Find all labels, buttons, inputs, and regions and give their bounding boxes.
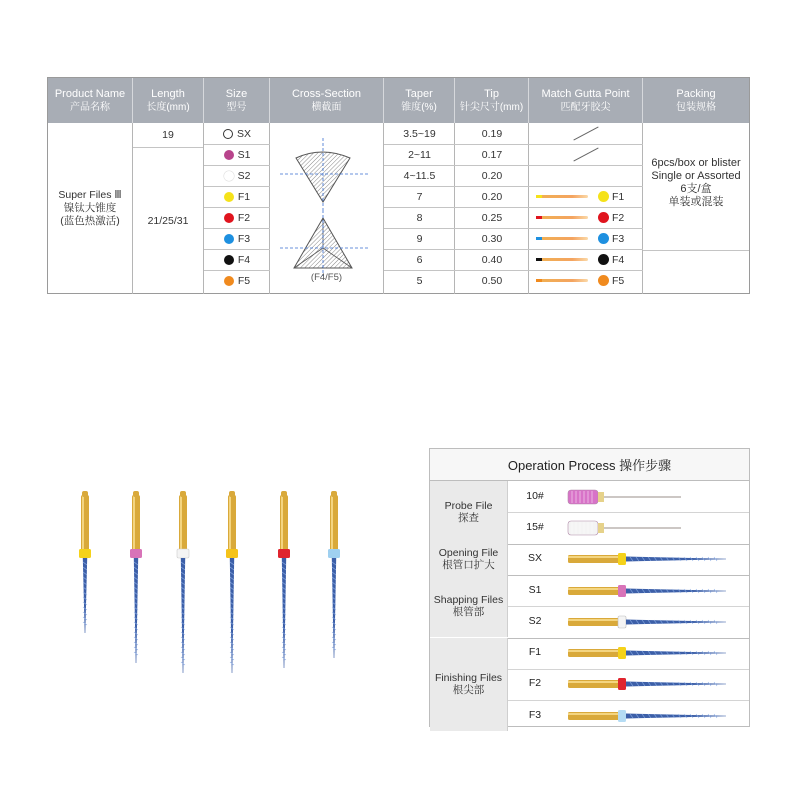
taper-cell: 9 [416, 232, 423, 245]
gutta-point-rod [536, 216, 588, 219]
gutta-not-applicable [573, 126, 598, 140]
size-cell [204, 186, 270, 207]
header-label-zh: 锥度(%) [401, 101, 437, 113]
header-product-name [48, 78, 133, 123]
size-label: F2 [237, 211, 251, 224]
file-code: S1 [528, 583, 542, 596]
group-label-zh: 探查 [458, 512, 479, 525]
file-blade [332, 558, 336, 658]
header-cross-section [270, 78, 384, 123]
header-label: Packing [676, 87, 716, 100]
taper-cell: 5 [416, 274, 423, 287]
header-label: Tip [484, 87, 499, 100]
file-code: SX [527, 552, 542, 565]
file-color-ring [177, 549, 189, 558]
size-cell [204, 123, 270, 144]
handle-highlight [568, 650, 620, 652]
size-color-dot [224, 213, 234, 223]
cross-section-diagram [270, 124, 383, 294]
size-label: F4 [237, 253, 251, 266]
file-illustration [566, 706, 746, 726]
size-label: F5 [237, 274, 251, 287]
header-label: Taper [405, 87, 433, 100]
gutta-point [536, 186, 624, 207]
operation-group [430, 638, 508, 732]
endodontic-file [177, 491, 189, 673]
gutta-color-dot [598, 233, 609, 244]
spec-table [47, 77, 750, 294]
size-color-dot [223, 129, 233, 139]
header-length [133, 78, 204, 123]
size-color-dot [224, 234, 234, 244]
size-cell [204, 228, 270, 249]
group-label: Finishing Files [434, 672, 503, 685]
product-name [48, 123, 132, 294]
handle-highlight [568, 556, 620, 558]
taper-cell: 7 [416, 190, 423, 203]
handle-highlight [568, 588, 620, 590]
product-name-note: (蓝色热激活) [60, 215, 120, 227]
handle-highlight [281, 495, 283, 557]
handle-highlight [180, 495, 182, 557]
gutta-color-dot [598, 254, 609, 265]
size-label: SX [236, 127, 251, 140]
taper-cell: 3.5~19 [403, 127, 436, 140]
file-code: F2 [528, 677, 542, 690]
endodontic-file [278, 491, 290, 668]
file-illustration [566, 487, 746, 507]
convex-triangle-section [280, 138, 368, 210]
header-taper [384, 78, 455, 123]
header-gutta-point [529, 78, 643, 123]
file-color-ring [130, 549, 142, 558]
tip-cell: 0.20 [481, 190, 503, 203]
operation-process-table [429, 448, 750, 727]
operation-title: Operation Process 操作步骤 [430, 449, 749, 481]
operation-group [430, 481, 508, 544]
handle-cap [133, 491, 139, 497]
size-cell [204, 165, 270, 186]
file-color-ring [618, 710, 626, 722]
gutta-color-mark [536, 258, 542, 261]
file-color-ring [618, 647, 626, 659]
size-label: S1 [237, 148, 251, 161]
product-name-en: Super Files Ⅲ [58, 189, 122, 201]
file-blade [181, 558, 185, 673]
handle-highlight [568, 713, 620, 715]
gutta-point-rod [536, 195, 588, 198]
size-color-dot [224, 171, 234, 181]
gutta-color-mark [536, 237, 542, 240]
gutta-point [536, 207, 624, 228]
handle-highlight [82, 495, 84, 557]
header-label: Cross-Section [291, 87, 362, 100]
file-color-ring [278, 549, 290, 558]
size-color-dot [224, 192, 234, 202]
gutta-color-dot [598, 212, 609, 223]
probe-handle [568, 490, 598, 504]
file-color-ring [618, 585, 626, 597]
header-label: Product Name [54, 87, 126, 100]
handle-highlight [229, 495, 231, 557]
handle-cap [180, 491, 186, 497]
size-cell [204, 144, 270, 165]
tip-cell: 0.17 [481, 148, 503, 161]
size-label: F1 [237, 190, 251, 203]
handle-highlight [133, 495, 135, 557]
gutta-point-rod [536, 258, 588, 261]
header-tip [455, 78, 529, 123]
packing-info [643, 157, 749, 209]
file-blade [83, 558, 87, 633]
taper-cell: 4~11.5 [403, 169, 436, 182]
size-color-dot [224, 255, 234, 265]
gutta-label: F4 [612, 253, 625, 266]
taper-cell: 8 [416, 211, 423, 224]
group-label: Opening File [438, 547, 499, 560]
product-name-zh: 镍钛大锥度 [63, 202, 117, 214]
cross-section-caption: (F4/F5) [310, 271, 343, 283]
file-code: S2 [528, 614, 542, 627]
taper-cell: 2~11 [408, 148, 431, 161]
handle-cap [229, 491, 235, 497]
group-label-zh: 根管口扩大 [442, 559, 495, 572]
gutta-label: F5 [612, 274, 625, 287]
handle-highlight [568, 681, 620, 683]
size-label: S2 [237, 169, 251, 182]
tip-cell: 0.30 [481, 232, 503, 245]
tip-cell: 0.50 [481, 274, 503, 287]
files-product-photo [70, 485, 360, 685]
tip-cell: 0.20 [481, 169, 503, 182]
gutta-label: F1 [612, 190, 625, 203]
file-illustration [566, 674, 746, 694]
size-color-dot [224, 150, 234, 160]
handle-cap [281, 491, 287, 497]
header-label-zh: 长度(mm) [146, 101, 190, 113]
header-packing [643, 78, 749, 123]
gutta-point [536, 249, 624, 270]
file-illustration [566, 518, 746, 538]
probe-ferrule [598, 523, 604, 533]
taper-cell: 6 [416, 253, 423, 266]
operation-group [430, 544, 508, 575]
file-color-ring [226, 549, 238, 558]
length-sx: 19 [162, 129, 174, 141]
file-code: 15# [526, 520, 544, 533]
file-code: F3 [528, 708, 542, 721]
gutta-point-rod [536, 237, 588, 240]
header-label-zh: 匹配牙胶尖 [560, 101, 611, 113]
size-color-dot [224, 276, 234, 286]
group-label-zh: 根管部 [452, 606, 485, 619]
gutta-color-mark [536, 216, 542, 219]
gutta-point-rod [536, 279, 588, 282]
file-color-ring [618, 616, 626, 628]
header-label: Match Gutta Point [541, 87, 630, 100]
header-label-zh: 针尖尺寸(mm) [459, 101, 524, 113]
endodontic-file [130, 491, 142, 663]
header-size [204, 78, 270, 123]
gutta-label: F2 [612, 211, 625, 224]
size-cell [204, 270, 270, 291]
gutta-label: F3 [612, 232, 625, 245]
group-label: Probe File [444, 500, 493, 513]
packing-line: Single or Assorted [651, 170, 741, 182]
file-code: 10# [526, 489, 544, 502]
file-color-ring [618, 553, 626, 565]
tip-cell: 0.40 [481, 253, 503, 266]
header-label-zh: 包装规格 [676, 101, 716, 113]
file-blade [230, 558, 234, 673]
group-label-zh: 根尖部 [452, 684, 485, 697]
handle-highlight [568, 619, 620, 621]
handle-highlight [331, 495, 333, 557]
probe-ferrule [598, 492, 604, 502]
gutta-point [536, 270, 624, 291]
size-label: F3 [237, 232, 251, 245]
header-label-zh: 产品名称 [70, 101, 110, 113]
file-color-ring [79, 549, 91, 558]
size-cell [204, 207, 270, 228]
triangle-section [280, 210, 368, 276]
endodontic-file [328, 491, 340, 658]
spec-table-header [48, 78, 749, 123]
tip-cell: 0.19 [481, 127, 503, 140]
gutta-color-dot [598, 275, 609, 286]
header-label: Length [151, 87, 185, 100]
header-label: Size [225, 87, 248, 100]
gutta-not-applicable [573, 147, 598, 161]
packing-line: 6pcs/box or blister [651, 157, 741, 169]
operation-group [430, 575, 508, 638]
handle-cap [82, 491, 88, 497]
length-standard: 21/25/31 [147, 215, 189, 227]
header-label-zh: 型号 [226, 101, 247, 113]
endodontic-file [226, 491, 238, 673]
file-color-ring [328, 549, 340, 558]
file-code: F1 [528, 646, 542, 659]
gutta-color-mark [536, 195, 542, 198]
gutta-color-dot [598, 191, 609, 202]
header-label-zh: 横截面 [311, 101, 342, 113]
file-color-ring [618, 678, 626, 690]
file-illustration [566, 612, 746, 632]
packing-line: 单装或混装 [668, 196, 724, 208]
file-illustration [566, 549, 746, 569]
gutta-point [536, 228, 624, 249]
endodontic-file [79, 491, 91, 633]
packing-line: 6支/盒 [680, 183, 712, 195]
probe-handle [568, 521, 598, 535]
tip-cell: 0.25 [481, 211, 503, 224]
gutta-color-mark [536, 279, 542, 282]
file-illustration [566, 581, 746, 601]
group-label: Shapping Files [433, 594, 504, 607]
file-illustration [566, 643, 746, 663]
size-cell [204, 249, 270, 270]
handle-cap [331, 491, 337, 497]
